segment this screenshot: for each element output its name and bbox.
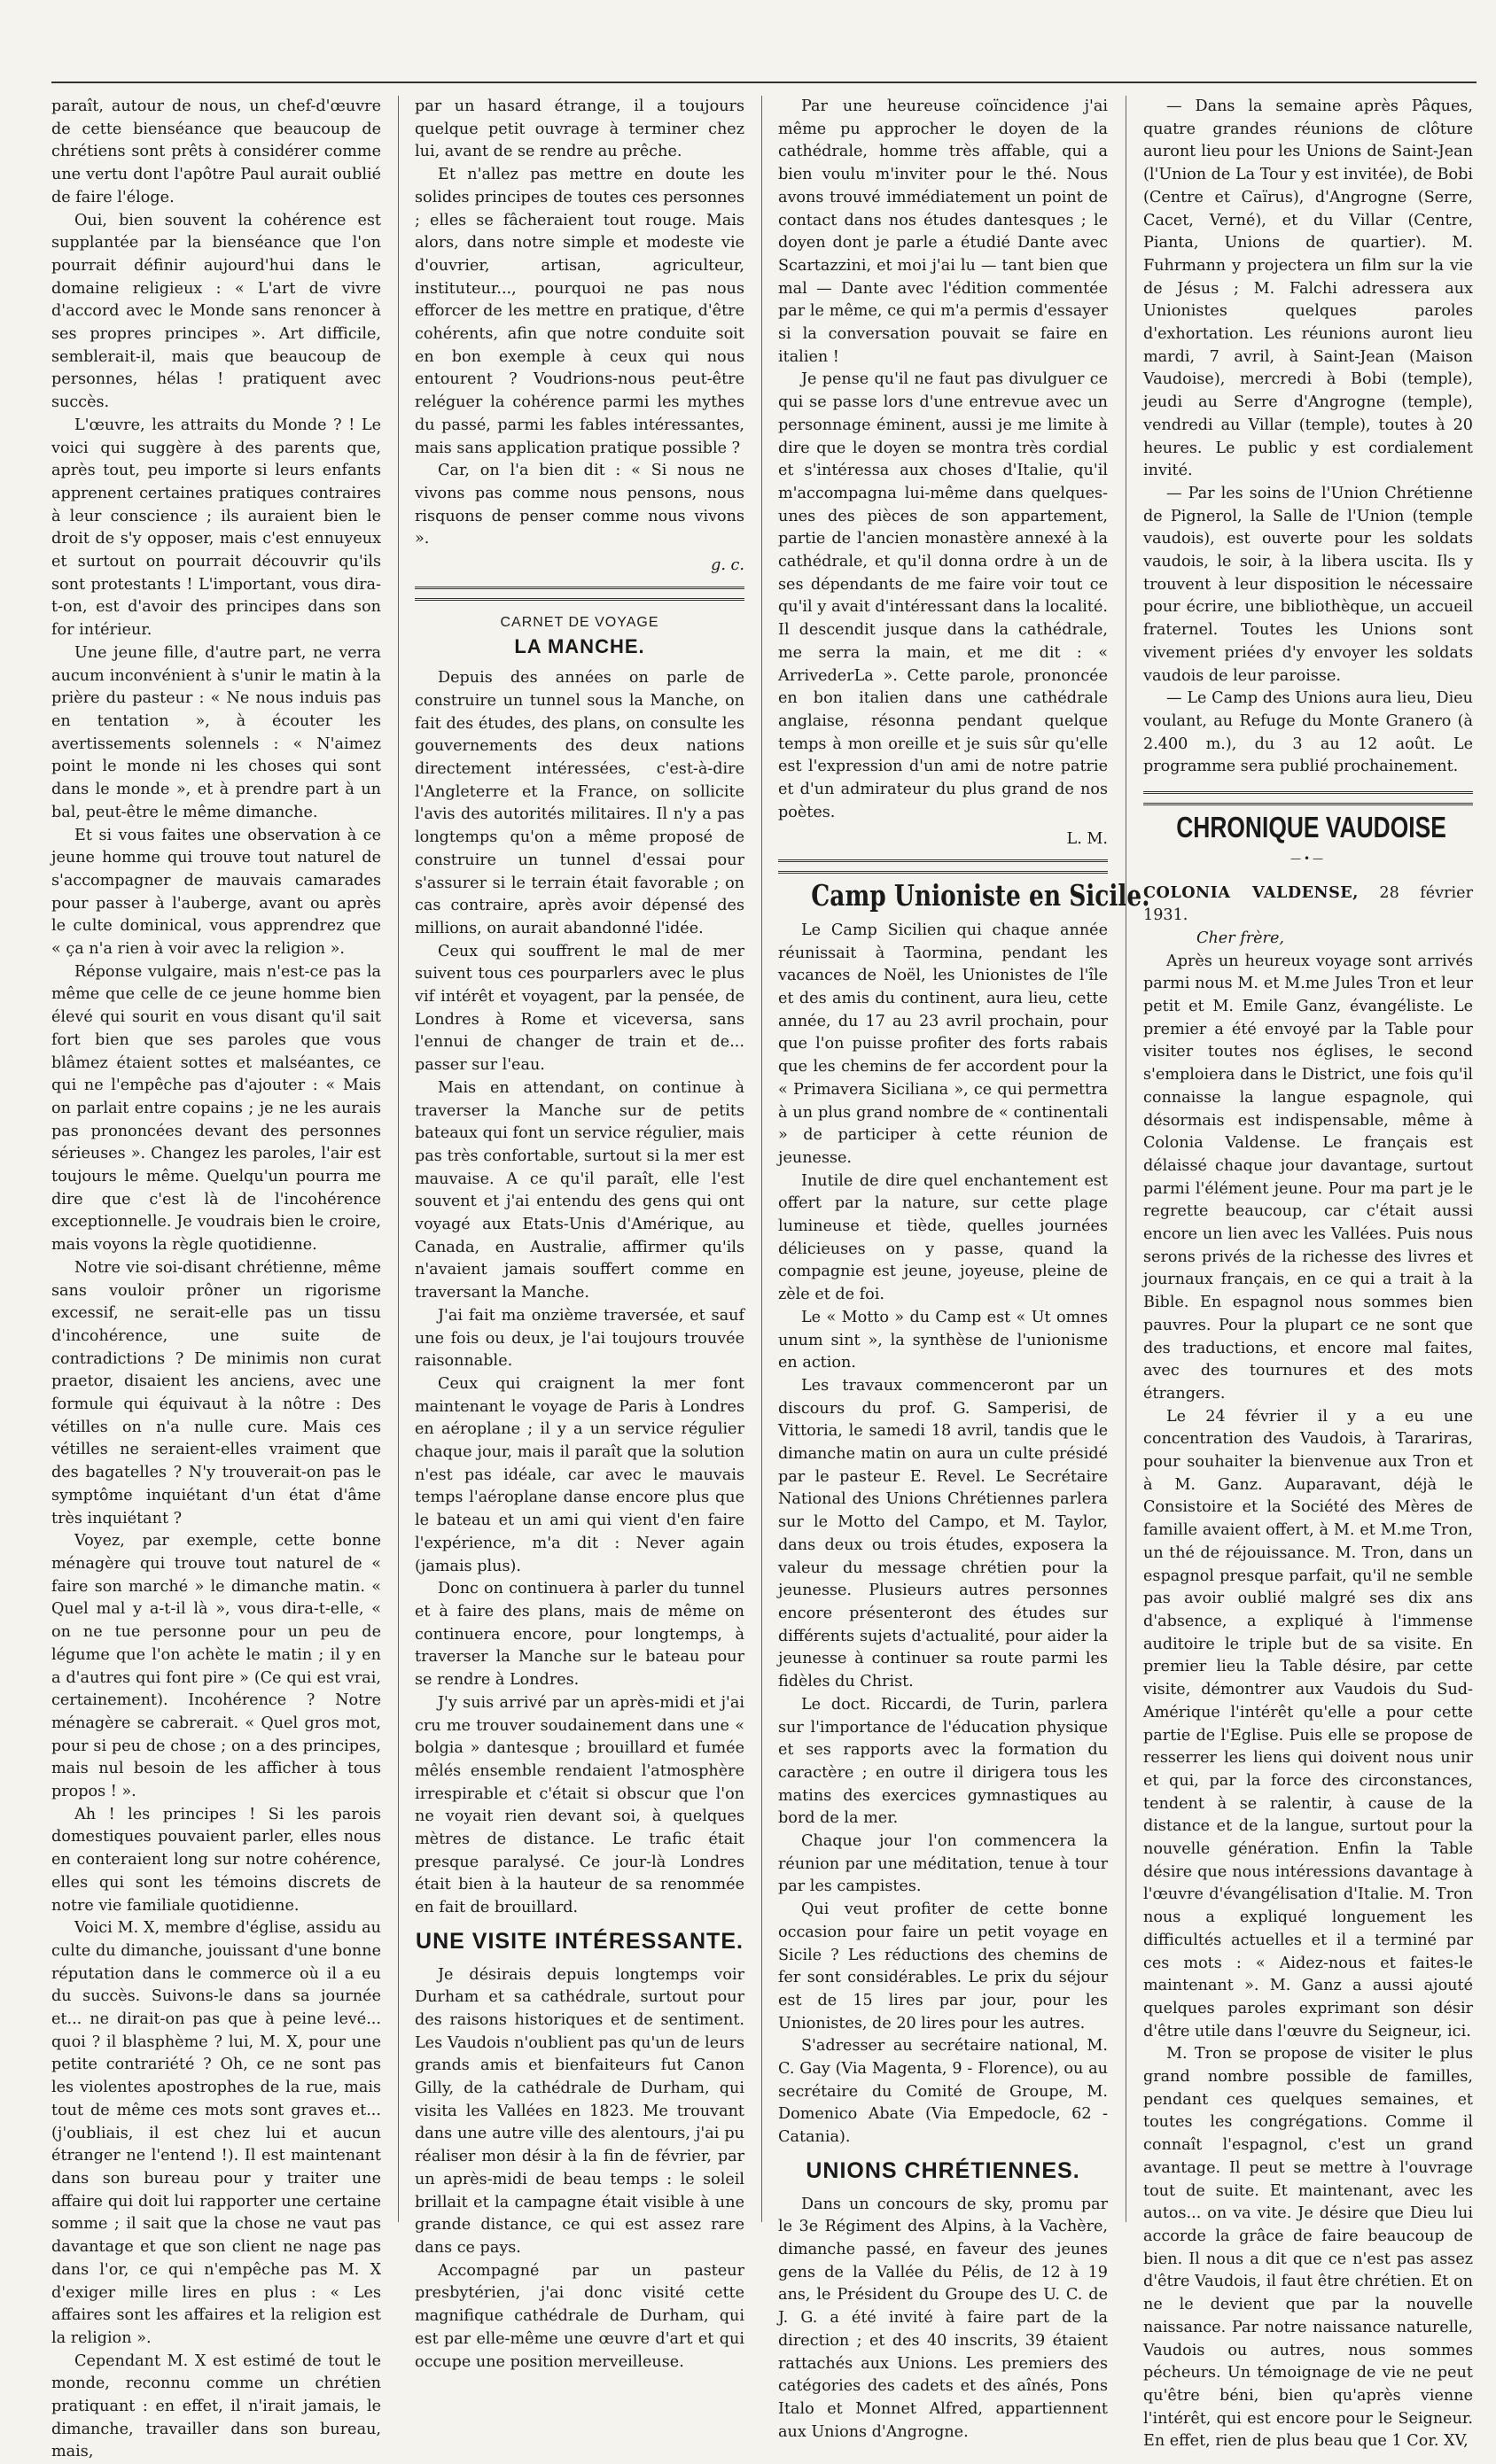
article-title: LA MANCHE. (514, 635, 645, 658)
dateline-date: 28 février 1931. (1143, 883, 1474, 925)
article-signature: g. c. (711, 556, 744, 575)
article-signature: L. M. (1066, 829, 1108, 848)
col1-paragraph: Oui, bien souvent la cohérence est supplantée par la bienséance que l'on pourrait définir aujourd'hui dans le domaine religieux : « L'art de vivre d'accord avec le Monde sans renoncer à ses propres principes ». Art difficile, semblerait-il, mais que beaucoup de personnes, hélas ! pratiquent avec succès. (51, 211, 381, 412)
col3-paragraph: Par une heureuse coïncidence j'ai même pu approcher le doyen de la cathédrale, homme très affable, qui a bien voulu m'inviter pour le thé. Nous avons trouvé immédiatement un point de contact dans nos études dantesques ; le doyen dont je parle a étudié Dante avec Scartazzini, et moi j'ai lu — tant bien que mal — Dante avec l'édition commentée par le même, ce qui m'a permis d'essayer si la conversation pouvait se faire en italien ! (778, 97, 1108, 366)
section-divider (415, 587, 744, 601)
section-title: CHRONIQUE VAUDOISE (1176, 811, 1446, 844)
col4-paragraph: — Par les soins de l'Union Chrétienne de Pignerol, la Salle de l'Union (temple vaudois), est ouverte pour les soldats vaudois, le soir, à la libera uscita. Ils y trouvent à leur disposition le nécessaire pour écrire, une bibliothèque, un accueil fraternel. Toutes les Unions sont vivement priées d'y envoyer les soldats vaudois de leur paroisse. (1143, 484, 1473, 685)
col3-paragraph: Chaque jour l'on commencera la réunion par une méditation, tenue à tour par les campistes. (778, 1832, 1108, 1896)
col2-paragraph: Depuis des années on parle de construire un tunnel sous la Manche, on fait des études, des plans, on consulte les gouvernements des deux nations directement intéressées, c'est-à-dire l'Angleterre et la France, on sollicite l'avis des autorités militaires. Il n'y a pas longtemps qu'on a même proposé de construire un tunnel d'essai pour s'assurer si le terrain était favorable ; on cas contraire, après avoir dépensé des millions, on aurait abandonné l'idée. (415, 669, 744, 937)
col2-paragraph: Donc on continuera à parler du tunnel et à faire des plans, mais de même on continuera encore, pour longtemps, à traverser la Manche sur le bateau pour se rendre à Londres. (415, 1580, 744, 1690)
dateline-place: COLONIA VALDENSE, (1143, 882, 1359, 902)
article-title: Camp Unioniste en Sicile. (811, 878, 1150, 913)
col1-paragraph: Et si vous faites une observation à ce jeune homme qui trouve tout naturel de s'accompagner de mauvais camarades pour passer à l'auberge, avant ou après le culte dominical, vous apprendrez que « ça n'a rien à voir avec la religion ». (51, 826, 381, 959)
section-kicker: CARNET DE VOYAGE (500, 614, 659, 630)
newspaper-page (51, 96, 1474, 2461)
col3-paragraph: Le doct. Riccardi, de Turin, parlera sur l'importance de l'éducation physique et ses rapports avec la formation du caractère ; en outre il dirigera tous les matins des exercices gymnastiques au bord de la mer. (778, 1695, 1108, 1828)
col1-paragraph: paraît, autour de nous, un chef-d'œuvre de cette bienséance que beaucoup de chrétiens sont prêts à considérer comme une vertu dont l'apôtre Paul aurait oublié de faire l'éloge. (51, 97, 381, 206)
col1-paragraph: Réponse vulgaire, mais n'est-ce pas la même que celle de ce jeune homme bien élevé qui sourit en vous disant qu'il sait fort bien que ses paroles que vous blâmez étaient sottes et malséantes, ce qui ne l'empêche pas d'ajouter : « Mais on parlait entre copains ; je ne les aurais pas prononcées devant des personnes sérieuses ». Changez les paroles, l'air est toujours le même. Quelqu'un pourra me dire que c'est là de l'incohérence exceptionnelle. Je voudrais bien le croire, mais voyons la règle quotidienne. (51, 962, 381, 1255)
col2-paragraph: Ceux qui souffrent le mal de mer suivent tous ces pourparlers avec le plus vif intérêt et voyagent, par la pensée, de Londres à Rome et viceversa, sans l'ennui de changer de train et de... passer sur l'eau. (415, 942, 744, 1075)
col3-paragraph: Le « Motto » du Camp est « Ut omnes unum sint », la synthèse de l'unionisme en action. (778, 1308, 1108, 1372)
col4-paragraph: Après un heureux voyage sont arrivés parmi nous M. et M.me Jules Tron et leur petit et M. Emile Ganz, évangéliste. Le premier a été envoyé par la Table pour visiter toutes nos églises, le second s'emploiera dans le District, une fois qu'il connaisse la langue espagnole, qui désormais est indispensable, même à Colonia Valdense. Le français est délaissé chaque jour davantage, surtout parmi l'élément jeune. Pour ma part je le regrette beaucoup, car c'était aussi encore un lien avec les Vallées. Puis nous serons privés de la richesse des livres et journaux français, en ce qui a trait à la Bible. En espagnol nous sommes bien pauvres. Pour la plupart ce ne sont que des traductions, et encore mal faites, avec des tournures et des mots étrangers. (1143, 952, 1473, 1403)
col2-paragraph: par un hasard étrange, il a toujours quelque petit ouvrage à terminer chez lui, avant de se rendre au prêche. (415, 97, 744, 161)
section-divider (1143, 791, 1473, 805)
col4-paragraph: M. Tron se propose de visiter le plus grand nombre possible de familles, pendant ces quelques semaines, et toutes les congrégations. Comme il connaît l'espagnol, c'est un grand avantage. Il peut se mettre à l'ouvrage tout de suite. Et maintenant, avec les autos... on va vite. Je désire que Dieu lui accorde la grâce de faire beaucoup de bien. Il nous a dit que ce n'est pas assez d'être Vaudois, il faut être chrétien. Et on ne le devient que par la nouvelle naissance. Par notre naissance naturelle, Vaudois ou autres, nous sommes pécheurs. Un témoignage de vie ne peut qu'être béni, bien qu'après vienne l'intérêt, qui est encore pour le Seigneur. En effet, rien de plus beau que 1 Cor. XV, (1143, 2045, 1473, 2451)
col2-paragraph: J'ai fait ma onzième traversée, et sauf une fois ou deux, je l'ai toujours trouvée raisonnable. (415, 1306, 744, 1371)
col4-paragraph: Le 24 février il y a eu une concentration des Vaudois, à Tarariras, pour souhaiter la bienvenue aux Tron et à M. Ganz. Auparavant, déjà le Consistoire et la Société des Mères de famille avaient offert, à M. et M.me Tron, un thé de réjouissance. M. Tron, dans un espagnol presque parfait, qu'il ne semble pas avoir oublié malgré ses dix ans d'absence, a expliqué à l'immense auditoire le triple but de sa visite. En premier lieu la Table désire, par cette visite, démontrer aux Vaudois du Sud-Amérique l'intérêt qu'elle a pour cette partie de l'Eglise. Puis elle se propose de resserrer les liens qui doivent nous unir et qui, par la force des circonstances, tendent à se ralentir, à cause de la distance et de la langue, surtout pour la nouvelle génération. Enfin la Table désire que nous intéressions davantage à l'œuvre d'évangélisation d'Italie. M. Tron nous a expliqué longuement les difficultés actuelles et il a terminé par ces mots : « Aidez-nous et faites-le maintenant ». M. Ganz a aussi ajouté quelques paroles exprimant son désir d'être utile dans l'œuvre du Seigneur, ici. (1143, 1407, 1473, 2040)
col2-paragraph: Ceux qui craignent la mer font maintenant le voyage de Paris à Londres en aéroplane ; il y a un service régulier chaque jour, mais il paraît que la solution n'est pas idéale, car avec le mauvais temps l'aéroplane danse encore plus que le bateau et un ami qui vient d'en faire l'expérience, m'a dit : Never again (jamais plus). (415, 1374, 744, 1575)
col2-paragraph: Mais en attendant, on continue à traverser la Manche sur de petits bateaux qui font un service régulier, mais pas très confortable, surtout si la mer est mauvaise. A ce qu'il paraît, elle l'est souvent et j'ai entendu des gens qui ont voyagé aux Etats-Unis d'Amérique, au Canada, en Australie, affirmer qu'ils n'avaient jamais souffert comme en traversant la Manche. (415, 1078, 744, 1302)
col1-paragraph: Ah ! les principes ! Si les parois domestiques pouvaient parler, elles nous en conteraient long sur notre cohérence, elles qui sont les témoins discrets de notre vie familiale quotidienne. (51, 1805, 381, 1915)
col3-paragraph: Dans un concours de sky, promu par le 3e Régiment des Alpins, à la Vachère, dimanche passé, en faveur des jeunes gens de la Vallée du Pélis, de 12 à 19 ans, le Président du Groupe des U. C. de J. G. a été invité à faire part de la direction ; et des 40 inscrits, 39 étaient rattachés aux Unions. Les premiers des catégories des cadets et des aînés, Pons Italo et Monnet Alfred, appartiennent aux Unions d'Angrogne. (778, 2195, 1108, 2441)
col2-paragraph: Je désirais depuis longtemps voir Durham et sa cathédrale, surtout pour des raisons historiques et de sentiment. Les Vaudois n'oublient pas qu'un de leurs grands amis et bienfaiteurs fut Canon Gilly, de la cathédrale de Durham, qui visita les Vallées en 1823. Me trouvant dans une autre ville des alentours, j'ai pu réaliser mon désir à la fin de février, par un après-midi de beau temps : le soleil brillait et la campagne était visible à une grande distance, ce qui est assez rare dans ce pays. (415, 1965, 744, 2257)
section-divider (778, 859, 1108, 874)
col1-paragraph: Voyez, par exemple, cette bonne ménagère qui trouve tout naturel de « faire son marché » le dimanche matin. « Quel mal y a-t-il là », vous dira-t-elle, « on ne tue personne pour un peu de légume que l'on achète le matin ; il y en a d'autres qui font pire » (Ce qui est vrai, certainement). Incohérence ? Notre ménagère se cabrerait. « Quel gros mot, pour si peu de chose ; on a des principes, mais nul besoin de les afficher à tous propos ! ». (51, 1532, 381, 1801)
column-3 (778, 96, 1150, 2441)
col2-paragraph: Accompagné par un pasteur presbytérien, j'ai donc visité cette magnifique cathédrale de Durham, qui est par elle-même une œuvre d'art et qui occupe une position merveilleuse. (415, 2261, 744, 2371)
col3-paragraph: Le Camp Sicilien qui chaque année réunissait à Taormina, pendant les vacances de Noël, les Unionistes de l'île et des amis du continent, aura lieu, cette année, du 17 au 23 avril prochain, pour que l'on puisse profiter des forts rabais que les chemins de fer accordent pour la « Primavera Siciliana », ce qui permettra à un plus grand nombre de « continentali » de participer à cette réunion de jeunesse. (778, 921, 1108, 1167)
col1-paragraph: Notre vie soi-disant chrétienne, même sans vouloir prôner un rigorisme excessif, ne serait-elle pas un tissu d'incohérence, une suite de contradictions ? De minimis non curat praetor, disaient les anciens, avec une formule qui équivaut à la nôtre : Des vétilles on n'a nulle cure. Mais ces vétilles ne seraient-elles vraiment que des bagatelles ? N'y trouverait-on pas le symptôme inquiétant d'un état d'âme très inquiétant ? (51, 1258, 381, 1527)
col3-paragraph: Je pense qu'il ne faut pas divulguer ce qui se passe lors d'une entrevue avec un personnage éminent, aussi je me limite à dire que le doyen se montra très cordial et s'intéressa aux choses d'Italie, qu'il m'accompagna lui-même dans quelques-unes des pièces de son appartement, partie de l'ancien monastère annexé à la cathédrale, et qu'il donna ordre à un de ses dépendants de me faire voir tout ce qu'il y avait d'intéressant dans la localité. Il descendit jusque dans la cathédrale, me serra la main, et me dit : « ArrivederLa ». Cette parole, prononcée en bon italien dans une cathédrale anglaise, résonna pendant quelque temps à mon oreille et je suis sûr qu'elle est l'expression d'un ami de notre patrie et d'un admirateur du plus grand de nos poètes. (778, 370, 1108, 821)
col3-paragraph: S'adresser au secrétaire national, M. C. Gay (Via Magenta, 9 - Florence), ou au secrétaire du Comité de Groupe, M. Domenico Abate (Via Empedocle, 62 - Catania). (778, 2037, 1108, 2147)
col4-paragraph: — Dans la semaine après Pâques, quatre grandes réunions de clôture auront lieu pour les Unions de Saint-Jean (l'Union de La Tour y est invitée), de Bobi (Centre et Caïrus), d'Angrogne (Serre, Cacet, Verné), et du Villar (Centre, Pianta, Unions de quartier). M. Fuhrmann y projectera un film sur la vie de Jésus ; M. Falchi adressera aux Unionistes quelques paroles d'exhortation. Les réunions auront lieu mardi, 7 avril, à Saint-Jean (Maison Vaudoise), mercredi à Bobi (temple), jeudi au Serre d'Angrogne (temple), vendredi au Villar (temple), toutes à 20 heures. Le public y est cordialement invité. (1143, 97, 1473, 480)
col2-paragraph: Et n'allez pas mettre en doute les solides principes de toutes ces personnes ; elles se fâcheraient tout rouge. Mais alors, dans notre simple et modeste vie d'ouvrier, artisan, agriculteur, instituteur..., pourquoi ne pas nous efforcer de les mettre en pratique, d'être cohérents, afin que notre conduite soit en bon exemple à ceux qui nous entourent ? Voudrions-nous peut-être reléguer la cohérence parmi les mythes du passé, parmi les fables intéressantes, mais sans application pratique possible ? (415, 166, 744, 457)
dateline (1143, 882, 1473, 928)
salutation: Cher frère, (1196, 929, 1284, 947)
title-ornament: —•— (1290, 851, 1327, 865)
column-1 (51, 96, 381, 2461)
col4-paragraph: — Le Camp des Unions aura lieu, Dieu voulant, au Refuge du Monte Granero (à 2.400 m.), du 3 au 12 août. Le programme sera publié prochainement. (1143, 689, 1473, 776)
col1-paragraph: Cependant M. X est estimé de tout le monde, reconnu comme un chrétien pratiquant : en effet, il n'irait jamais, le dimanche, travailler dans son bureau, mais, (51, 2351, 381, 2461)
top-rule (51, 82, 1477, 83)
column-2 (415, 96, 744, 2371)
column-divider (398, 96, 399, 2222)
article-title: UNIONS CHRÉTIENNES. (806, 2157, 1080, 2183)
col1-paragraph: L'œuvre, les attraits du Monde ? ! Le voici qui suggère à des parents que, après tout, peu importe si leurs enfants apprenent certaines pratiques contraires à leur conscience ; ils auraient bien le droit de s'y opposer, mais c'est ennuyeux et surtout on pourrait découvrir qu'ils sont protestants ! L'important, vous dira-t-on, est d'avoir des principes dans son for intérieur. (51, 416, 381, 640)
col3-paragraph: Les travaux commenceront par un discours du prof. G. Samperisi, de Vittoria, le samedi 18 avril, tandis que le dimanche matin on aura un culte présidé par le pasteur E. Revel. Le Secrétaire National des Unions Chrétiennes parlera sur le Motto del Campo, et M. Taylor, dans deux ou trois études, exposera la valeur du message chrétien pour la jeunesse. Plusieurs autres personnes encore présenteront des études sur différents sujets d'actualité, pour aider la jeunesse à continuer sa route parmi les fidèles du Christ. (778, 1376, 1108, 1691)
col2-paragraph: J'y suis arrivé par un après-midi et j'ai cru me trouver soudainement dans une « bolgia » dantesque ; brouillard et fumée mêlés ensemble rendaient l'atmosphère irrespirable et c'était si obscur que l'on ne voyait rien devant soi, à quelques mètres de distance. Le trafic était presque paralysé. Ce jour-là Londres était bien à la hauteur de sa renommée en fait de brouillard. (415, 1693, 744, 1917)
col3-paragraph: Qui veut profiter de cette bonne occasion pour faire un petit voyage en Sicile ? Les réductions des chemins de fer sont considérables. Le prix du séjour est de 15 lires par jour, pour les Unionistes, de 20 lires pour les autres. (778, 1900, 1108, 2033)
col1-paragraph: Voici M. X, membre d'église, assidu au culte du dimanche, jouissant d'une bonne réputation dans le commerce où il a eu du succès. Suivons-le dans sa journée et... ne dirait-on pas que à peine levé... quoi ? il blasphème ? lui, M. X, pour une petite contrariété ? Oh, ce ne sont pas les violentes apostrophes de la rue, mais tout de même ces mots sont graves et... (j'oubliais, il est chez lui et aucun étranger ne l'entend !). Il est maintenant dans son bureau pour y traiter une affaire qui doit lui rapporter une certaine somme ; il sait que la chose ne vaut pas davantage et que son client ne nage pas dans l'or, ce qui n'empêche pas M. X d'exiger mille lires en plus : « Les affaires sont les affaires et la religion est la religion ». (51, 1919, 381, 2347)
column-divider (761, 96, 762, 2222)
article-title: UNE VISITE INTÉRESSANTE. (416, 1928, 744, 1954)
col1-paragraph: Une jeune fille, d'autre part, ne verra aucum inconvénient à s'unir le matin à la prière du pasteur : « Ne nous induis pas en tentation », à écouter les avertissements solennels : « N'aimez point le monde ni les choses qui sont dans le monde », et à prendre part à un bal, peut-être le même dimanche. (51, 643, 381, 821)
column-4 (1143, 96, 1474, 2451)
col3-paragraph: Inutile de dire quel enchantement est offert par la nature, sur cette plage lumineuse et tiède, quelles journées délicieuses on y passe, quand la compagnie est jeune, joyeuse, pleine de zèle et de foi. (778, 1171, 1108, 1304)
col2-paragraph: Car, on l'a bien dit : « Si nous ne vivons pas comme nous pensons, nous risquons de penser comme nous vivons ». (415, 462, 744, 548)
